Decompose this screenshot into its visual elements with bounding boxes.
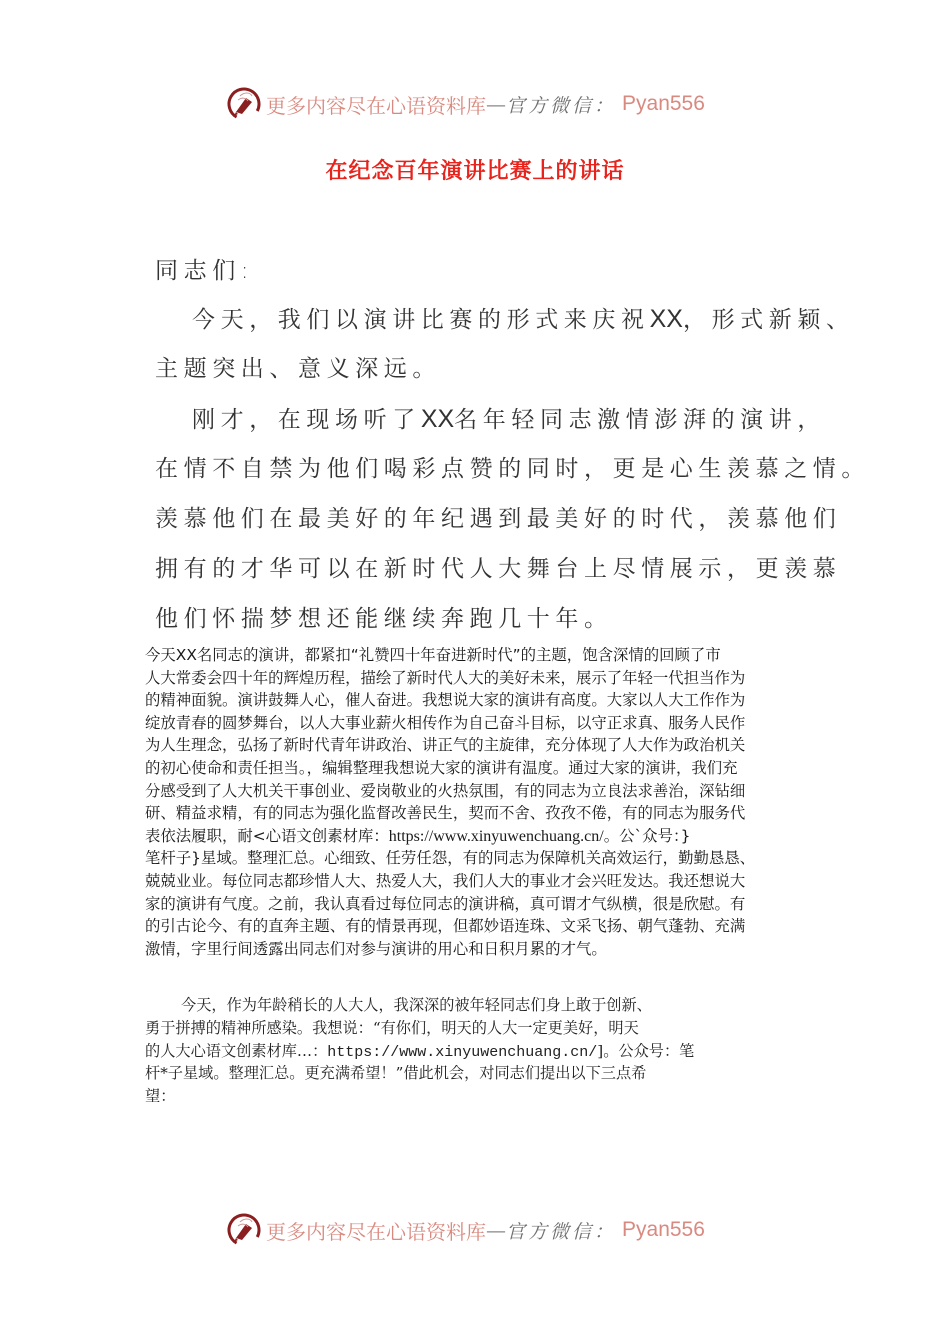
text-run: ，形式新颖、 bbox=[682, 307, 855, 333]
url-text: https://www.xinyuwenchuang.cn/ bbox=[388, 827, 604, 845]
paragraph-line: 激情，字里行间透露出同志们对参与演讲的用心和日积月累的才气。 bbox=[145, 939, 607, 958]
banner-brand-text: 更多内容尽在心语资料库 bbox=[266, 93, 486, 118]
pen-nib-logo-icon bbox=[226, 1212, 262, 1248]
paragraph-line: 绽放青春的圆梦舞台，以人大事业薪火相传作为自己奋斗目标，以守正求真、服务人民作 bbox=[145, 713, 746, 732]
paragraph-line: 杆*子星域。整理汇总。更充满希望！”借此机会，对同志们提出以下三点希 bbox=[145, 1064, 647, 1083]
text-run: 。公`众号：} bbox=[603, 826, 691, 845]
paragraph-line: 今天，作为年龄稍长的人大人，我深深的被年轻同志们身上敢于创新、 bbox=[181, 996, 652, 1014]
paragraph-3 bbox=[145, 644, 815, 960]
banner-wechat-id: Pyan556 bbox=[622, 92, 705, 115]
banner-wechat-label: 官方微信： bbox=[506, 94, 617, 117]
banner-wechat-label: 官方微信： bbox=[506, 1220, 617, 1243]
paragraph-line: 的精神面貌。演讲鼓舞人心，催人奋进。我想说大家的演讲有高度。大家以人大工作作为 bbox=[145, 691, 746, 710]
paragraph-line: 今天XX名同志的演讲，都紧扣“礼赞四十年奋进新时代”的主题，饱含深情的回顾了市 bbox=[145, 646, 721, 664]
paragraph-line: 的引古论今、有的直奔主题、有的情景再现，但都妙语连珠、文采飞扬、朝气蓬勃、充满 bbox=[145, 917, 746, 936]
paragraph-line: 勇于拼搏的精神所感染。我想说：“有你们，明天的人大一定更美好，明天 bbox=[145, 1018, 639, 1037]
paragraph-line: 分感受到了人大机关干事创业、爱岗敬业的火热氛围，有的同志为立良法求善治，深钻细 bbox=[145, 781, 746, 800]
banner-wechat-id: Pyan556 bbox=[622, 1218, 705, 1241]
paragraph-1 bbox=[155, 294, 855, 394]
paragraph-line: 在情不自禁为他们喝彩点赞的同时，更是心生羡慕之情。 bbox=[155, 456, 870, 482]
paragraph-line: 望： bbox=[145, 1087, 176, 1106]
paragraph-line bbox=[155, 394, 835, 444]
paragraph-line bbox=[145, 1040, 815, 1063]
document-title: 在纪念百年演讲比赛上的讲话 bbox=[325, 159, 625, 184]
url-text: https://www.xinyuwenchuang.cn/ bbox=[327, 1043, 598, 1061]
paragraph-line: 主题突出、意义深远。 bbox=[155, 356, 441, 382]
salutation-text: 同志们: bbox=[155, 258, 255, 284]
paragraph-line: 为人生理念，弘扬了新时代青年讲政治、讲正气的主旋律，充分体现了人大作为政治机关 bbox=[145, 736, 746, 755]
paragraph-line: 家的演讲有气度。之前，我认真看过每位同志的演讲稿，真可谓才气纵横，很是欣慰。有 bbox=[145, 894, 746, 913]
paragraph-line: 研、精益求精，有的同志为强化监督改善民生，契而不舍、孜孜不倦，有的同志为服务代 bbox=[145, 804, 746, 823]
paragraph-line: 拥有的才华可以在新时代人大舞台上尽情展示，更羡慕 bbox=[155, 556, 842, 582]
pen-nib-logo-icon bbox=[226, 86, 262, 122]
banner-separator: — bbox=[486, 1218, 506, 1242]
paragraph-line: 他们怀揣梦想还能继续奔跑几十年。 bbox=[155, 606, 613, 632]
salutation bbox=[155, 246, 835, 296]
paragraph-line: 人大常委会四十年的辉煌历程，描绘了新时代人大的美好未来，展示了年轻一代担当作为 bbox=[145, 668, 746, 687]
paragraph-4 bbox=[145, 994, 815, 1108]
paragraph-line bbox=[155, 294, 855, 344]
text-run: 今天，我们以演讲比赛的形式来庆祝 bbox=[192, 307, 650, 333]
footer-banner bbox=[226, 1210, 705, 1250]
placeholder-xx: XX bbox=[420, 405, 455, 433]
paragraph-2 bbox=[155, 394, 870, 644]
banner-separator: — bbox=[486, 92, 506, 116]
text-run: 表依法履职，耐<心语文创素材库： bbox=[145, 826, 389, 845]
text-run: 的人大心语文创素材库…： bbox=[145, 1041, 328, 1060]
paragraph-line: 笔杆子}星域。整理汇总。心细致、任劳任怨，有的同志为保障机关高效运行，勤勤恳恳、 bbox=[145, 849, 756, 868]
paragraph-line bbox=[145, 825, 815, 848]
paragraph-line: 的初心使命和责任担当。，编辑整理我想说大家的演讲有温度。通过大家的演讲，我们充 bbox=[145, 758, 738, 777]
header-banner bbox=[226, 84, 705, 124]
paragraph-line: 羡慕他们在最美好的年纪遇到最美好的时代，羡慕他们 bbox=[155, 506, 842, 532]
text-run: ]。公众号：笔 bbox=[597, 1041, 695, 1060]
placeholder-xx: XX bbox=[649, 305, 683, 333]
text-run: 名年轻同志激情澎湃的演讲， bbox=[454, 407, 826, 433]
banner-brand-text: 更多内容尽在心语资料库 bbox=[266, 1219, 486, 1244]
paragraph-line: 兢兢业业。每位同志都珍惜人大、热爱人大，我们人大的事业才会兴旺发达。我还想说大 bbox=[145, 871, 746, 890]
text-run: 刚才，在现场听了 bbox=[192, 407, 421, 433]
